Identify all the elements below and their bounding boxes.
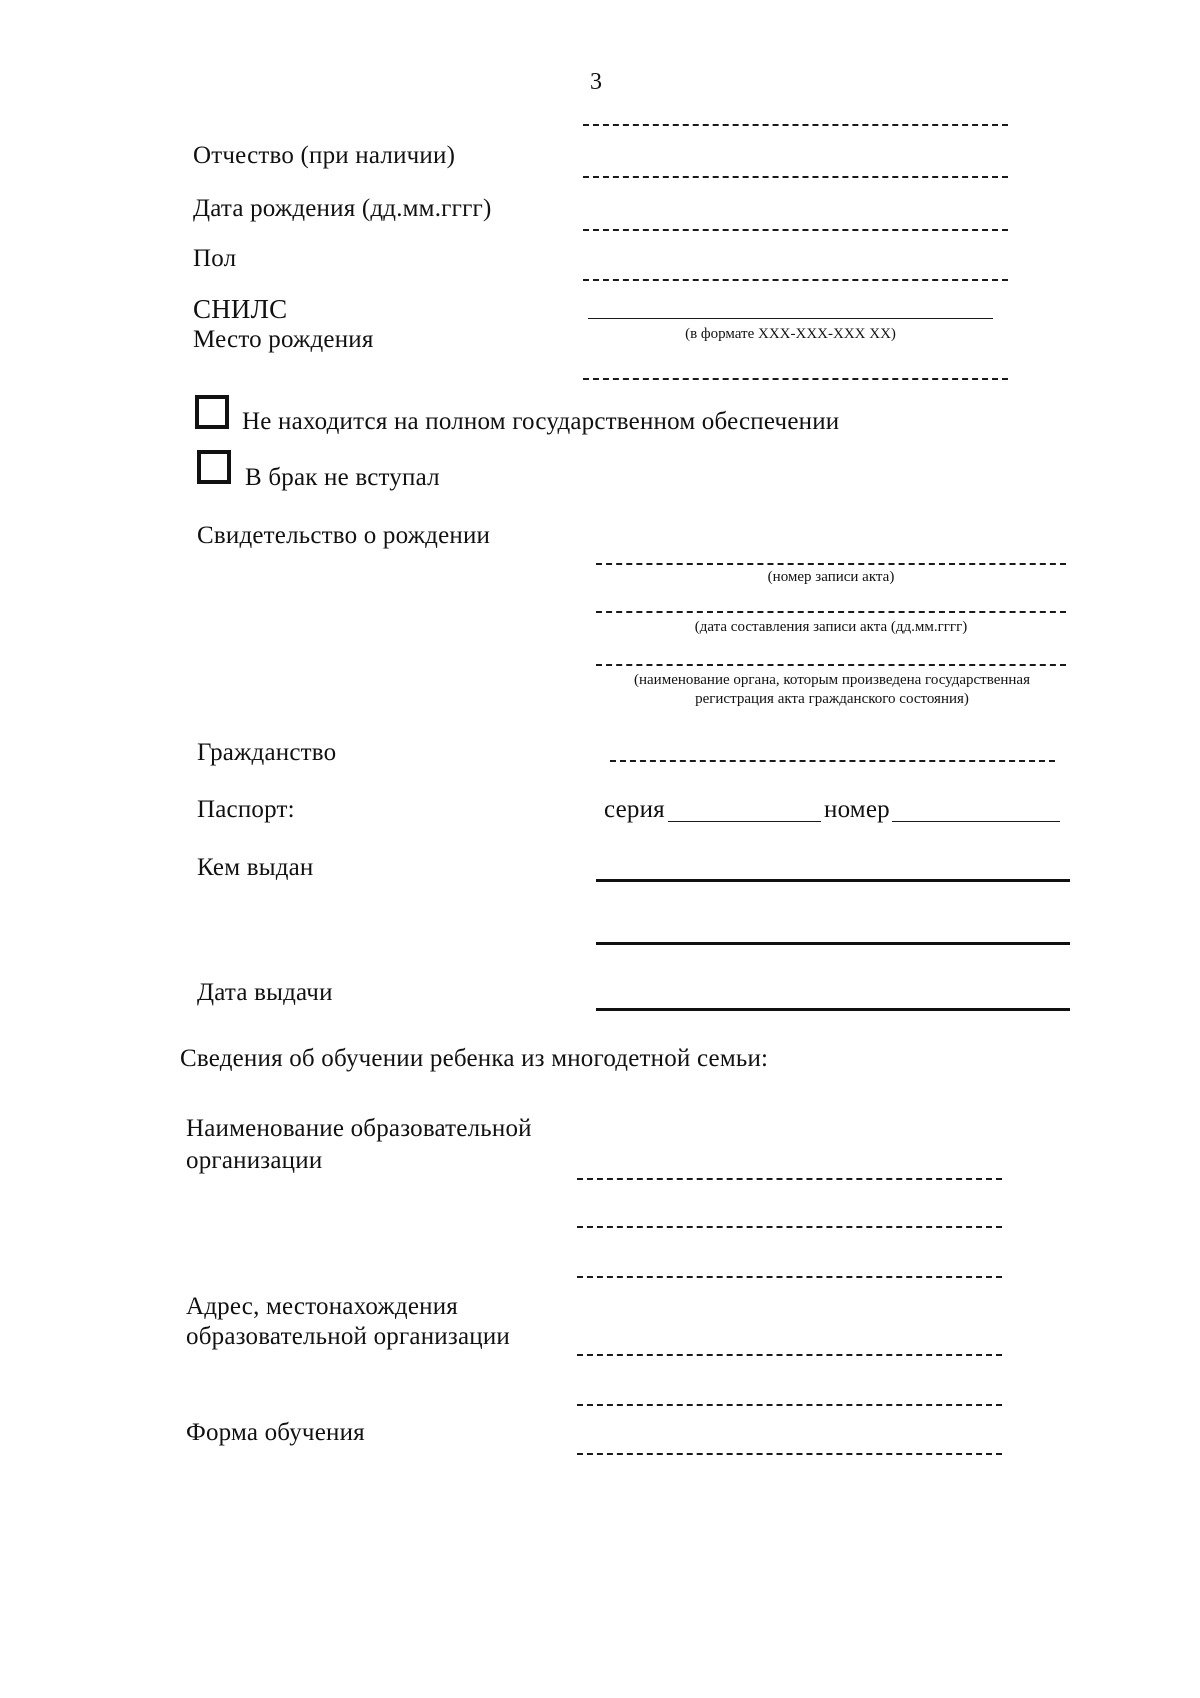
org-name-label: Наименование образовательной организации <box>186 1115 532 1174</box>
snils-label: СНИЛС <box>193 294 288 324</box>
study-form-label: Форма обучения <box>186 1419 365 1446</box>
issue-date-label: Дата выдачи <box>197 979 333 1006</box>
patronymic-field[interactable] <box>583 176 1008 178</box>
sex-field[interactable] <box>583 279 1008 281</box>
birth-date-label: Дата рождения (дд.мм.гггг) <box>193 195 492 222</box>
record-date-field[interactable] <box>596 611 1066 613</box>
study-form-field[interactable] <box>577 1453 1002 1455</box>
birth-place-field[interactable] <box>583 378 1008 380</box>
org-name-field-2[interactable] <box>577 1226 1002 1228</box>
passport-series-field[interactable] <box>668 821 821 822</box>
citizenship-field[interactable] <box>610 760 1055 762</box>
authority-hint: (наименование органа, которым произведена государственная регистрация акта гражданского состояния) <box>634 672 1030 707</box>
issued-by-field-1[interactable] <box>596 879 1070 882</box>
record-number-hint: (номер записи акта) <box>767 569 895 585</box>
org-address-label: Адрес, местонахождения образовательной организации <box>186 1293 510 1350</box>
patronymic-label: Отчество (при наличии) <box>193 142 456 169</box>
page-number: 3 <box>590 69 603 95</box>
issue-date-field[interactable] <box>596 1008 1070 1011</box>
org-name-field-3[interactable] <box>577 1276 1002 1278</box>
record-date-hint: (дата составления записи акта (дд.мм.гггг) <box>694 619 968 635</box>
blank-line-top[interactable] <box>583 124 1008 126</box>
issued-by-field-2[interactable] <box>596 942 1070 945</box>
passport-series-label: серия <box>604 796 665 823</box>
passport-number-label: номер <box>824 796 890 823</box>
sex-label: Пол <box>193 245 237 272</box>
citizenship-label: Гражданство <box>197 739 337 766</box>
education-heading: Сведения об обучении ребенка из многодетной семьи: <box>180 1045 769 1072</box>
passport-number-field[interactable] <box>892 821 1060 822</box>
birth-certificate-label: Свидетельство о рождении <box>197 522 491 549</box>
birth-place-label: Место рождения <box>193 326 374 353</box>
org-name-field-1[interactable] <box>577 1178 1002 1180</box>
snils-field[interactable] <box>588 318 993 319</box>
not-state-support-label: Не находится на полном государственном обеспечении <box>242 408 840 435</box>
issued-by-label: Кем выдан <box>197 854 314 881</box>
birth-date-field[interactable] <box>583 229 1008 231</box>
not-married-label: В брак не вступал <box>245 464 440 491</box>
org-address-field-1[interactable] <box>577 1354 1002 1356</box>
not-married-checkbox[interactable] <box>197 450 231 484</box>
record-number-field[interactable] <box>596 563 1066 565</box>
not-state-support-checkbox[interactable] <box>195 395 229 429</box>
org-address-field-2[interactable] <box>577 1404 1002 1406</box>
snils-format-hint: (в формате ХХХ-ХХХ-ХХХ ХХ) <box>685 326 896 342</box>
passport-label: Паспорт: <box>197 796 295 823</box>
authority-field[interactable] <box>596 664 1066 666</box>
